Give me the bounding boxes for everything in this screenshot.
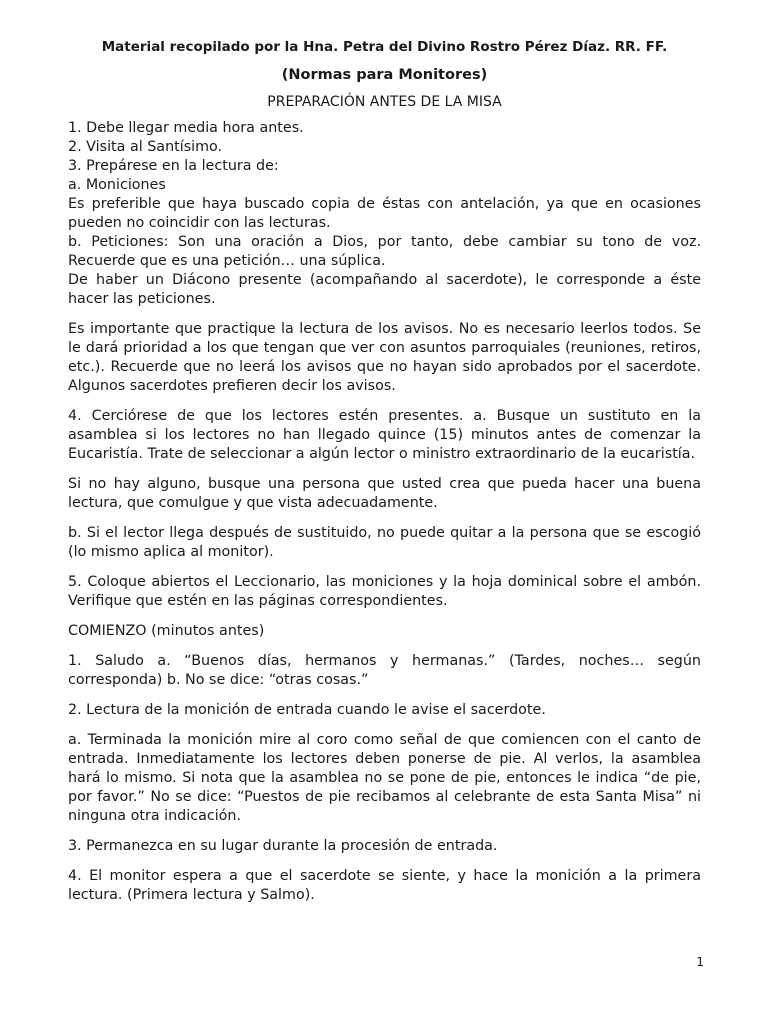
paragraph: Es importante que practique la lectura de los avisos. No es necesario leerlos todos. Se le dará prioridad a los que tengan que ver con asuntos parroquiales (reuniones, retiros, etc.). Recuerde que no leerá los avisos que no hayan sido aprobados por el sacerdote. Algunos sacerdotes prefieren decir los avisos.: [68, 321, 701, 394]
paragraph: Si no hay alguno, busque una persona que usted crea que pueda hacer una buena lectura, que comulgue y que vista adecuadamente.: [68, 476, 701, 511]
paragraph: b. Peticiones: Son una oración a Dios, por tanto, debe cambiar su tono de voz. Recuerde que es una petición… una súplica.: [68, 234, 701, 269]
paragraph: 5. Coloque abiertos el Leccionario, las moniciones y la hoja dominical sobre el ambón. Verifique que estén en las páginas correspondientes.: [68, 574, 701, 609]
page-number: 1: [696, 955, 704, 969]
intro-list: [68, 119, 701, 309]
paragraph: a. Terminada la monición mire al coro como señal de que comiencen con el canto de entrada. Inmediatamente los lectores deben ponerse de pie. Al verlos, la asamblea hará lo mismo. Si nota que la asamblea no se pone de pie, entonces le indica “de pie, por favor.” No se dice: “Puestos de pie recibamos al celebrante de esta Santa Misa” ni ninguna otra indicación.: [68, 732, 701, 824]
section-heading: COMIENZO (minutos antes): [68, 623, 265, 639]
compiler-line: Material recopilado por la Hna. Petra del Divino Rostro Pérez Díaz. RR. FF.: [101, 39, 668, 55]
paragraph: De haber un Diácono presente (acompañando al sacerdote), le corresponde a éste hacer las peticiones.: [68, 272, 701, 307]
list-item: 2. Visita al Santísimo.: [68, 139, 223, 155]
document-subtitle: (Normas para Monitores): [281, 67, 488, 83]
section-title: PREPARACIÓN ANTES DE LA MISA: [267, 94, 502, 110]
paragraph: 2. Lectura de la monición de entrada cuando le avise el sacerdote.: [68, 702, 546, 718]
paragraph: 4. Cerciórese de que los lectores estén presentes. a. Busque un sustituto en la asamblea si los lectores no han llegado quince (15) minutos antes de comenzar la Eucaristía. Trate de seleccionar a algún lector o ministro extraordinario de la eucaristía.: [68, 408, 701, 462]
paragraph: 4. El monitor espera a que el sacerdote se siente, y hace la monición a la primera lectura. (Primera lectura y Salmo).: [68, 868, 701, 903]
list-item: 3. Prepárese en la lectura de:: [68, 158, 279, 174]
list-item: a. Moniciones: [68, 177, 166, 193]
paragraph: 1. Saludo a. “Buenos días, hermanos y hermanas.” (Tardes, noches… según corresponda) b. No se dice: “otras cosas.”: [68, 653, 701, 688]
paragraph: Es preferible que haya buscado copia de éstas con antelación, ya que en ocasiones pueden no coincidir con las lecturas.: [68, 196, 701, 231]
paragraph: b. Si el lector llega después de sustituido, no puede quitar a la persona que se escogió (lo mismo aplica al monitor).: [68, 525, 701, 560]
document-page: [68, 38, 701, 905]
paragraph: 3. Permanezca en su lugar durante la procesión de entrada.: [68, 838, 498, 854]
list-item: 1. Debe llegar media hora antes.: [68, 120, 304, 136]
